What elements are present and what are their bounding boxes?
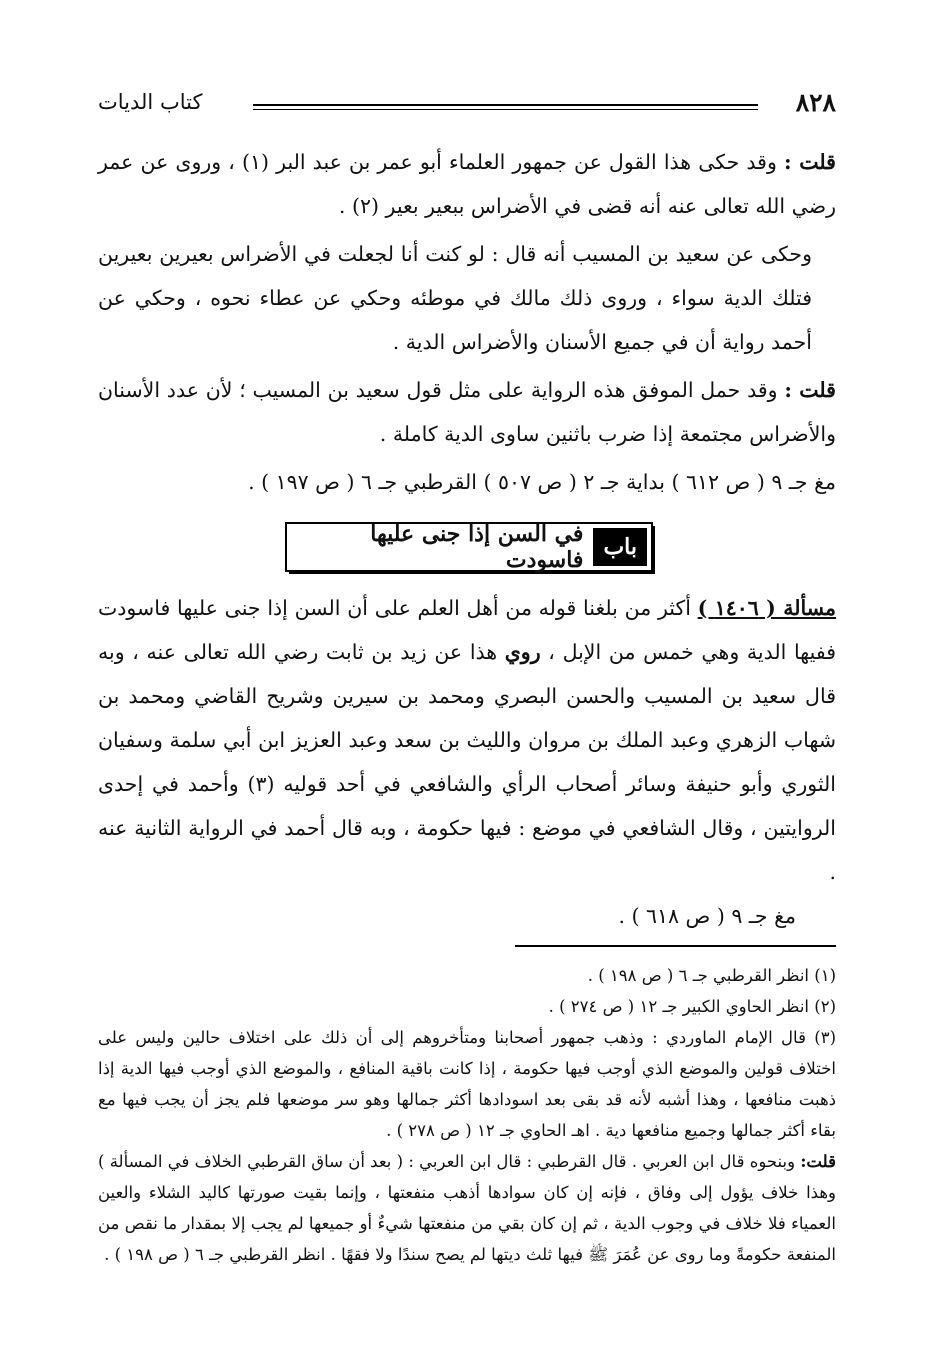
footnote-ref[interactable]: (١) [242,150,270,174]
paragraph [98,368,836,456]
paragraph-text: وقد حمل الموفق هذه الرواية على مثل قول سعيد بن المسيب ؛ لأن عدد الأسنان والأضراس مجتمعة إذا ضرب باثنين ساوى الدية كاملة . [98,378,836,446]
source-reference: مغ جـ ٩ ( ص ٦١٢ ) بداية جـ ٢ ( ص ٥٠٧ ) القرطبي جـ ٦ ( ص ١٩٧ ) . [248,470,836,494]
chapter-heading [285,522,653,572]
book-title: كتاب الديات [98,90,203,114]
header-rule-thin [253,109,758,110]
paragraph-text: وقد حكى هذا القول عن جمهور العلماء أبو عمر بن عبد البر [276,150,777,174]
footnotes [98,960,836,1270]
chapter-box [285,522,653,572]
footnote-3: (٣) قال الإمام الماوردي : وذهب جمهور أصحابنا ومتأخروهم إلى أن ذلك على اختلاف حالين وليس على اختلاف قولين والموضع الذي أوجب فيها حكومة ، إذا كانت باقية المنافع ، والموضع الذي أوجب فيها الدية إذا ذهبت منافعها ، وهذا أشبه لأنه قد بقى بعد اسودادها أكثر جمالها وهو سر موضعها فلم يجز أن يجب فيها مع بقاء أكثر جمالها وجميع منافعها دية . اهـ الحاوي جـ ١٢ ( ص ٢٧٨ ) . [98,1028,836,1140]
header-rule [253,104,758,106]
chapter-title: في السن إذا جنى عليها فاسودت [370,521,584,573]
chapter-label: باب [593,528,647,566]
footnote-1: (١) انظر القرطبي جـ ٦ ( ص ١٩٨ ) . [587,966,836,985]
paragraph [98,586,836,894]
qult-label: قلت : [784,378,836,402]
main-text-section-2 [98,586,836,938]
paragraph-text: . [338,194,346,218]
qult-label: قلت : [783,150,836,174]
qult-label: قلت: [800,1152,836,1171]
footnote-text: وبنحوه قال ابن العربي . قال القرطبي : قال ابن العربي : ( بعد أن ساق القرطبي الخلاف في المسألة ) وهذا خلاف يؤول إلى وفاق ، فإنه إن كان سوادها أذهب منفعتها ، وإنما بقيت صورتها كاليد الشلاء والعين العمياء فلا خلاف في وجوب الدية ، ثم إن كان بقي من منفعتها شيءٌ أو جميعها لم يجب إلا بمقدار ما نقص من المنفعة حكومةً وما روى عن عُمَرَ ﷺ فيها ثلث ديتها لم يصح سندًا ولا فقهًا . انظر القرطبي جـ ٦ ( ص ١٩٨ ) . [98,1152,836,1264]
page-number: ٨٢٨ [795,88,836,117]
paragraph: وحكى عن سعيد بن المسيب أنه قال : لو كنت أنا لجعلت في الأضراس بعيرين بعيرين فتلك الدية سواء ، وروى ذلك مالك في موطئه وحكي عن عطاء نحوه ، وحكي عن أحمد رواية أن في جميع الأسنان والأضراس الدية . [98,242,812,354]
page-header [98,86,836,126]
footnote-ref[interactable]: (٣) [247,772,275,796]
paragraph-text: ، وروى عن عمر رضي الله تعالى عنه أنه قضى في الأضراس ببعير بعير [98,150,836,218]
main-text-section-1 [98,140,836,504]
footnote-ref[interactable]: (٢) [351,194,379,218]
bold-word: روي [504,640,541,664]
paragraph-text: هذا عن زيد بن ثابت رضي الله تعالى عنه ، وبه قال سعيد بن المسيب والحسن البصري ومحمد بن سيرين وشريح القاضي ومحمد بن شهاب الزهري وعبد الملك بن مروان والليث بن سعد وعبد العزيز ابن أبي سلمة وسفيان الثوري وأبو حنيفة وسائر أصحاب الرأي والشافعي في أحد قوليه [98,640,836,796]
paragraph-text: وأحمد في إحدى الروايتين ، وقال الشافعي في موضع : فيها حكومة ، وبه قال أحمد في الرواية الثانية عنه . [98,772,836,884]
footnote-2: (٢) انظر الحاوي الكبير جـ ١٢ ( ص ٢٧٤ ) . [548,997,836,1016]
source-reference: مغ جـ ٩ ( ص ٦١٨ ) . [618,904,796,928]
paragraph [98,140,836,228]
paragraph-text: أكثر من بلغنا قوله من أهل العلم على أن السن إذا جنى عليها فاسودت ففيها الدية وهي خمس من الإبل ، [98,596,836,664]
footnote-4 [98,1146,836,1270]
footnote-separator [515,945,836,947]
issue-label: مسألة ( ١٤٠٦ ) [697,596,836,620]
